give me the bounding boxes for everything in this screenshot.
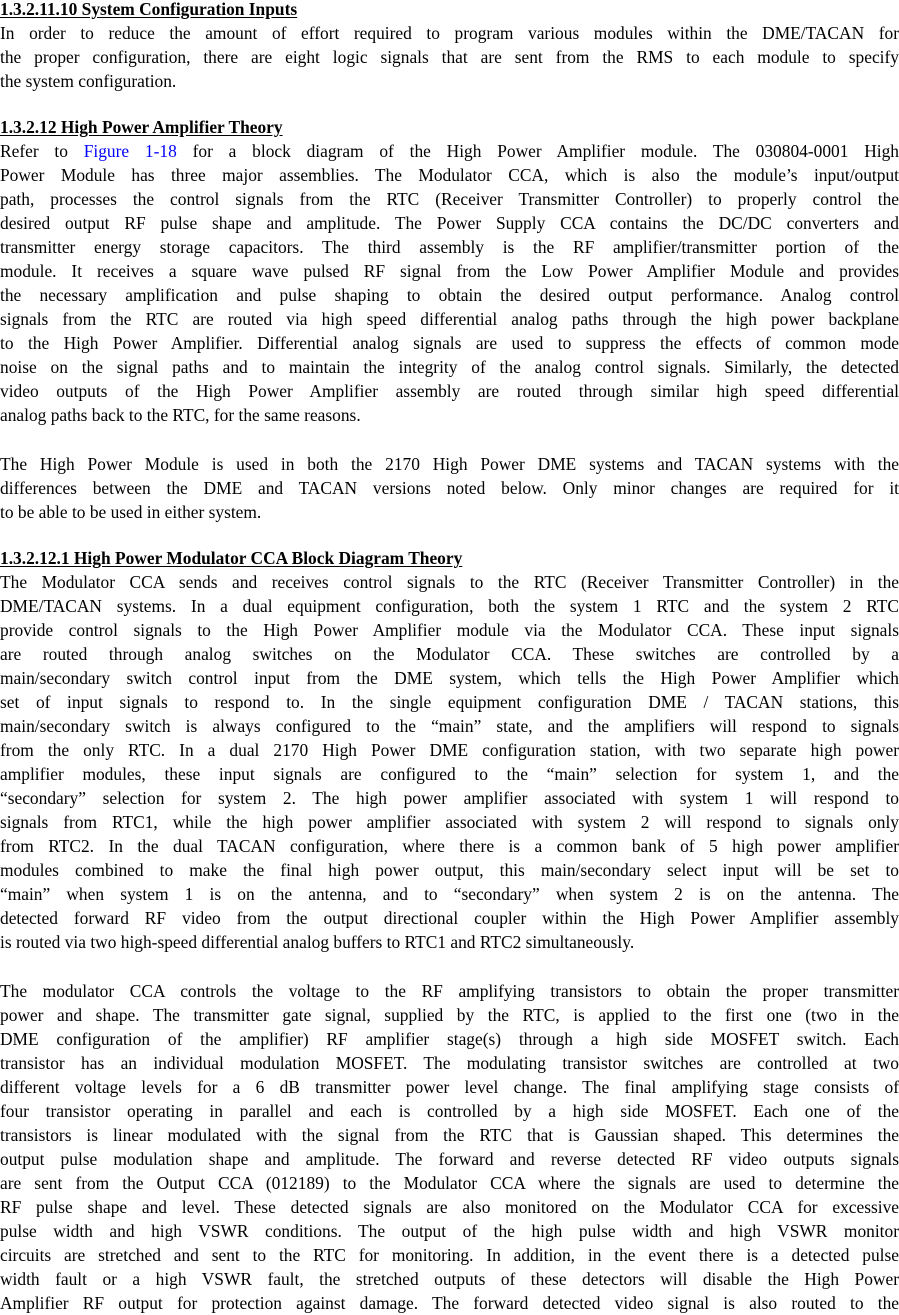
figure-link[interactable]: Figure 1-18 <box>83 141 177 161</box>
paragraph-line: power and shape. The transmitter gate signal, supplied by the RTC, is applied to the first one (two in the <box>0 1005 899 1025</box>
paragraph-line: set of input signals to respond to. In the single equipment configuration DME / TACAN stations, this <box>0 692 899 712</box>
paragraph-line: Amplifier RF output for protection against damage. The forward detected video signal is also routed to the <box>0 1293 899 1313</box>
paragraph-line: transistor has an individual modulation MOSFET. The modulating transistor switches are controlled at two <box>0 1053 899 1073</box>
paragraph-line: RF pulse shape and level. These detected signals are also monitored on the Modulator CCA for excessive <box>0 1197 899 1217</box>
paragraph-line: pulse width and high VSWR conditions. The output of the high pulse width and high VSWR monitor <box>0 1221 899 1241</box>
paragraph-line <box>0 139 899 163</box>
paragraph-line: path, processes the control signals from the RTC (Receiver Transmitter Controller) to properly control the <box>0 189 899 209</box>
paragraph-line: transmitter energy storage capacitors. The third assembly is the RF amplifier/transmitter portion of the <box>0 237 899 257</box>
paragraph-line: modules combined to make the final high power output, this main/secondary select input will be set to <box>0 860 899 880</box>
paragraph-line: width fault or a high VSWR fault, the stretched outputs of these detectors will disable the High Power <box>0 1269 899 1289</box>
section-heading-hpa-theory: 1.3.2.12 High Power Amplifier Theory <box>0 117 283 137</box>
paragraph-line: “secondary” selection for system 2. The high power amplifier associated with system 1 will respond to <box>0 788 899 808</box>
paragraph-line: main/secondary switch control input from the DME system, which tells the High Power Amplifier which <box>0 668 899 688</box>
paragraph-line: desired output RF pulse shape and amplitude. The Power Supply CCA contains the DC/DC converters and <box>0 213 899 233</box>
paragraph-line: provide control signals to the High Power Amplifier module via the Modulator CCA. These input signals <box>0 620 899 640</box>
paragraph-line: “main” when system 1 is on the antenna, and to “secondary” when system 2 is on the antenna. The <box>0 884 899 904</box>
section-heading-modulator: 1.3.2.12.1 High Power Modulator CCA Block Diagram Theory <box>0 548 463 568</box>
paragraph-line: are routed through analog switches on the Modulator CCA. These switches are controlled by a <box>0 644 899 664</box>
paragraph-line: is routed via two high-speed differential analog buffers to RTC1 and RTC2 simultaneously. <box>0 932 635 952</box>
paragraph-line: four transistor operating in parallel and each is controlled by a high side MOSFET. Each one of the <box>0 1101 899 1121</box>
paragraph-line: DME/TACAN systems. In a dual equipment configuration, both the system 1 RTC and the system 2 RTC <box>0 596 899 616</box>
paragraph-line: DME configuration of the amplifier) RF amplifier stage(s) through a high side MOSFET switch. Each <box>0 1029 899 1049</box>
paragraph-line: detected forward RF video from the output directional coupler within the High Power Amplifier assembly <box>0 908 899 928</box>
paragraph-line: differences between the DME and TACAN versions noted below. Only minor changes are required for it <box>0 478 899 498</box>
paragraph-line: the proper configuration, there are eight logic signals that are sent from the RMS to each module to specify <box>0 47 899 67</box>
paragraph-line: The Modulator CCA sends and receives control signals to the RTC (Receiver Transmitter Controller) in the <box>0 572 899 592</box>
paragraph-line: The modulator CCA controls the voltage to the RF amplifying transistors to obtain the proper transmitter <box>0 981 899 1001</box>
paragraph-line: the necessary amplification and pulse shaping to obtain the desired output performance. Analog control <box>0 285 899 305</box>
section-heading-system-config: 1.3.2.11.10 System Configuration Inputs <box>0 0 298 19</box>
paragraph-line: amplifier modules, these input signals are configured to the “main” selection for system 1, and the <box>0 764 899 784</box>
paragraph-line: from RTC2. In the dual TACAN configuration, where there is a common bank of 5 high power amplifier <box>0 836 899 856</box>
paragraph-line: module. It receives a square wave pulsed RF signal from the Low Power Amplifier Module and provides <box>0 261 899 281</box>
paragraph-line: the system configuration. <box>0 71 177 91</box>
paragraph-line: different voltage levels for a 6 dB transmitter power level change. The final amplifying stage consists of <box>0 1077 899 1097</box>
paragraph-line: from the only RTC. In a dual 2170 High Power DME configuration station, with two separate high power <box>0 740 899 760</box>
paragraph-line: transistors is linear modulated with the signal from the RTC that is Gaussian shaped. This determines the <box>0 1125 899 1145</box>
paragraph-line: are sent from the Output CCA (012189) to the Modulator CCA where the signals are used to determine the <box>0 1173 899 1193</box>
paragraph-line: noise on the signal paths and to maintain the integrity of the analog control signals. Similarly, the detected <box>0 357 899 377</box>
paragraph-line: signals from the RTC are routed via high speed differential analog paths through the high power backplane <box>0 309 899 329</box>
paragraph-line: signals from RTC1, while the high power amplifier associated with system 2 will respond to signals only <box>0 812 899 832</box>
paragraph-text: Refer to <box>0 141 68 161</box>
paragraph-line: to be able to be used in either system. <box>0 502 262 522</box>
paragraph-line: main/secondary switch is always configured to the “main” state, and the amplifiers will respond to signals <box>0 716 899 736</box>
paragraph-line: Power Module has three major assemblies. The Modulator CCA, which is also the module’s input/output <box>0 165 899 185</box>
paragraph-line: circuits are stretched and sent to the RTC for monitoring. In addition, in the event there is a detected pulse <box>0 1245 899 1265</box>
paragraph-line: to the High Power Amplifier. Differential analog signals are used to suppress the effects of common mode <box>0 333 899 353</box>
paragraph-line: In order to reduce the amount of effort required to program various modules within the DME/TACAN for <box>0 23 899 43</box>
paragraph-line: analog paths back to the RTC, for the same reasons. <box>0 405 361 425</box>
paragraph-line: output pulse modulation shape and amplitude. The forward and reverse detected RF video outputs signals <box>0 1149 899 1169</box>
paragraph-text: for a block diagram of the High Power Amplifier module. The 030804-0001 High <box>192 141 899 161</box>
paragraph-line: video outputs of the High Power Amplifier assembly are routed through similar high speed differential <box>0 381 899 401</box>
paragraph-line: The High Power Module is used in both the 2170 High Power DME systems and TACAN systems with the <box>0 454 899 474</box>
